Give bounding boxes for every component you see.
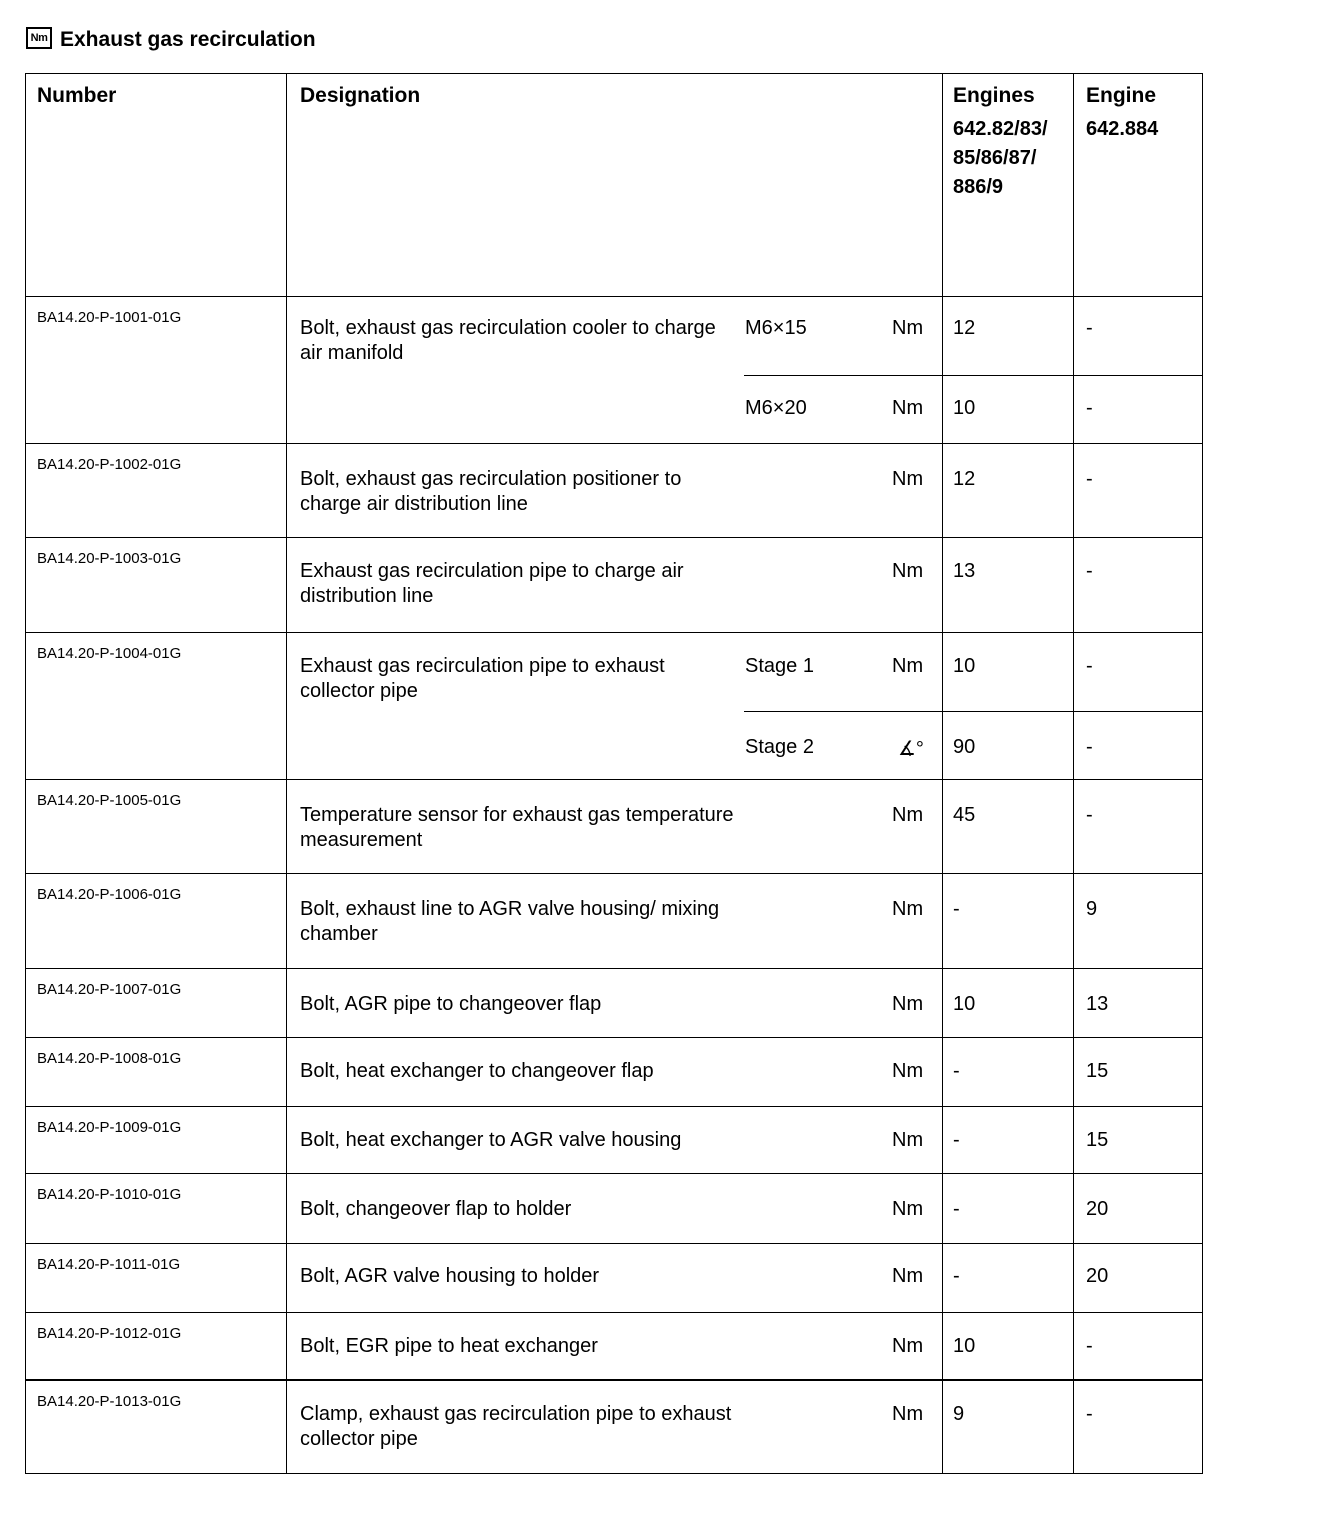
row-number: BA14.20-P-1003-01G [37,549,182,567]
row-designation: Bolt, heat exchanger to changeover flap [300,1059,654,1082]
row-engines-value: 10 [953,1334,976,1357]
row-engine-value: 15 [1086,1059,1109,1082]
table-row [25,1243,1203,1313]
row-designation: Bolt, changeover flap to holder [300,1197,572,1220]
table-row [25,537,1203,633]
row-unit: Nm [892,467,924,490]
row-unit: Nm [892,803,924,826]
row-designation: Bolt, EGR pipe to heat exchanger [300,1334,598,1357]
row-unit: Nm [892,1059,924,1082]
row-unit: Nm [892,316,924,339]
row-spec: Stage 1 [745,654,814,677]
row-designation: Bolt, AGR pipe to changeover flap [300,992,602,1015]
row-number: BA14.20-P-1011-01G [37,1255,181,1273]
page-title: Exhaust gas recirculation [60,28,316,51]
table-row [25,1380,1203,1474]
header-engine: Engine [1086,83,1157,107]
row-spec: M6×20 [745,396,807,419]
row-engines-value: 13 [953,559,976,582]
row-engines-value: - [953,1197,960,1220]
row-unit: Nm [892,654,924,677]
row-unit: Nm [892,992,924,1015]
row-designation: Temperature sensor for exhaust gas temperature measurement [300,803,734,851]
row-number: BA14.20-P-1006-01G [37,885,182,903]
row-number: BA14.20-P-1013-01G [37,1392,182,1410]
table-row [25,873,1203,969]
row-engine-value: - [1086,316,1093,339]
torque-nm-icon: Nm [26,27,52,49]
row-engines-value: 10 [953,654,976,677]
row-number: BA14.20-P-1010-01G [37,1185,182,1203]
row-unit: Nm [892,897,924,920]
row-number: BA14.20-P-1007-01G [37,980,182,998]
row-designation: Bolt, exhaust gas recirculation cooler to charge air manifold [300,316,716,364]
row-engine-value: 20 [1086,1264,1109,1287]
row-engine-value: 9 [1086,897,1098,920]
row-engine-value: 20 [1086,1197,1109,1220]
table-row [25,968,1203,1038]
row-number: BA14.20-P-1001-01G [37,308,182,326]
table-row [25,296,1203,444]
row-engine-value: - [1086,1402,1093,1425]
row-designation: Bolt, heat exchanger to AGR valve housing [300,1128,682,1151]
row-unit: Nm [892,1334,924,1357]
row-designation: Exhaust gas recirculation pipe to exhaust collector pipe [300,654,665,702]
row-engines-value: 12 [953,316,976,339]
row-unit: Nm [892,1197,924,1220]
row-engine-value: - [1086,803,1093,826]
row-number: BA14.20-P-1012-01G [37,1324,182,1342]
row-number: BA14.20-P-1004-01G [37,644,182,662]
row-number: BA14.20-P-1002-01G [37,455,182,473]
row-unit: Nm [892,1402,924,1425]
row-engine-value: - [1086,467,1093,490]
row-number: BA14.20-P-1005-01G [37,791,182,809]
row-engines-value: - [953,1059,960,1082]
header-engines: Engines [953,83,1035,107]
table-row [25,1173,1203,1244]
section-title [26,28,316,52]
table-row [25,1106,1203,1174]
row-designation: Bolt, exhaust line to AGR valve housing/ mixing chamber [300,897,720,945]
table-row [25,1037,1203,1107]
row-unit: Nm [892,559,924,582]
row-engine-value: - [1086,559,1093,582]
row-engines-value: 10 [953,992,976,1015]
row-spec: M6×15 [745,316,807,339]
row-engines-value: - [953,1128,960,1151]
table-row [25,443,1203,538]
row-unit: Nm [892,1128,924,1151]
row-designation: Bolt, AGR valve housing to holder [300,1264,600,1287]
row-unit: Nm [892,1264,924,1287]
row-engines-value: 12 [953,467,976,490]
row-engines-value: 45 [953,803,976,826]
row-engine-value: 13 [1086,992,1109,1015]
header-number: Number [37,83,117,107]
row-engine-value: - [1086,654,1093,677]
table-row [25,632,1203,780]
row-unit: Nm [892,396,924,419]
header-engine-value: 642.884 [1086,117,1159,140]
row-engines-value: - [953,897,960,920]
row-engines-value: 90 [953,735,976,758]
row-designation: Exhaust gas recirculation pipe to charge air distribution line [300,559,684,607]
table-row [25,779,1203,874]
row-number: BA14.20-P-1009-01G [37,1118,182,1136]
table-header [25,73,1203,297]
header-engines-value: 642.82/83/ 85/86/87/ 886/9 [953,117,1048,198]
row-engines-value: - [953,1264,960,1287]
row-engines-value: 9 [953,1402,965,1425]
row-engine-value: - [1086,735,1093,758]
row-engine-value: 15 [1086,1128,1109,1151]
row-engine-value: - [1086,1334,1093,1357]
row-designation: Clamp, exhaust gas recirculation pipe to exhaust collector pipe [300,1402,732,1450]
angle-icon: ∡° [898,737,924,760]
row-designation: Bolt, exhaust gas recirculation positioner to charge air distribution line [300,467,682,515]
row-engines-value: 10 [953,396,976,419]
row-spec: Stage 2 [745,735,814,758]
header-designation: Designation [300,83,421,107]
row-number: BA14.20-P-1008-01G [37,1049,182,1067]
table-row [25,1312,1203,1380]
row-engine-value: - [1086,396,1093,419]
